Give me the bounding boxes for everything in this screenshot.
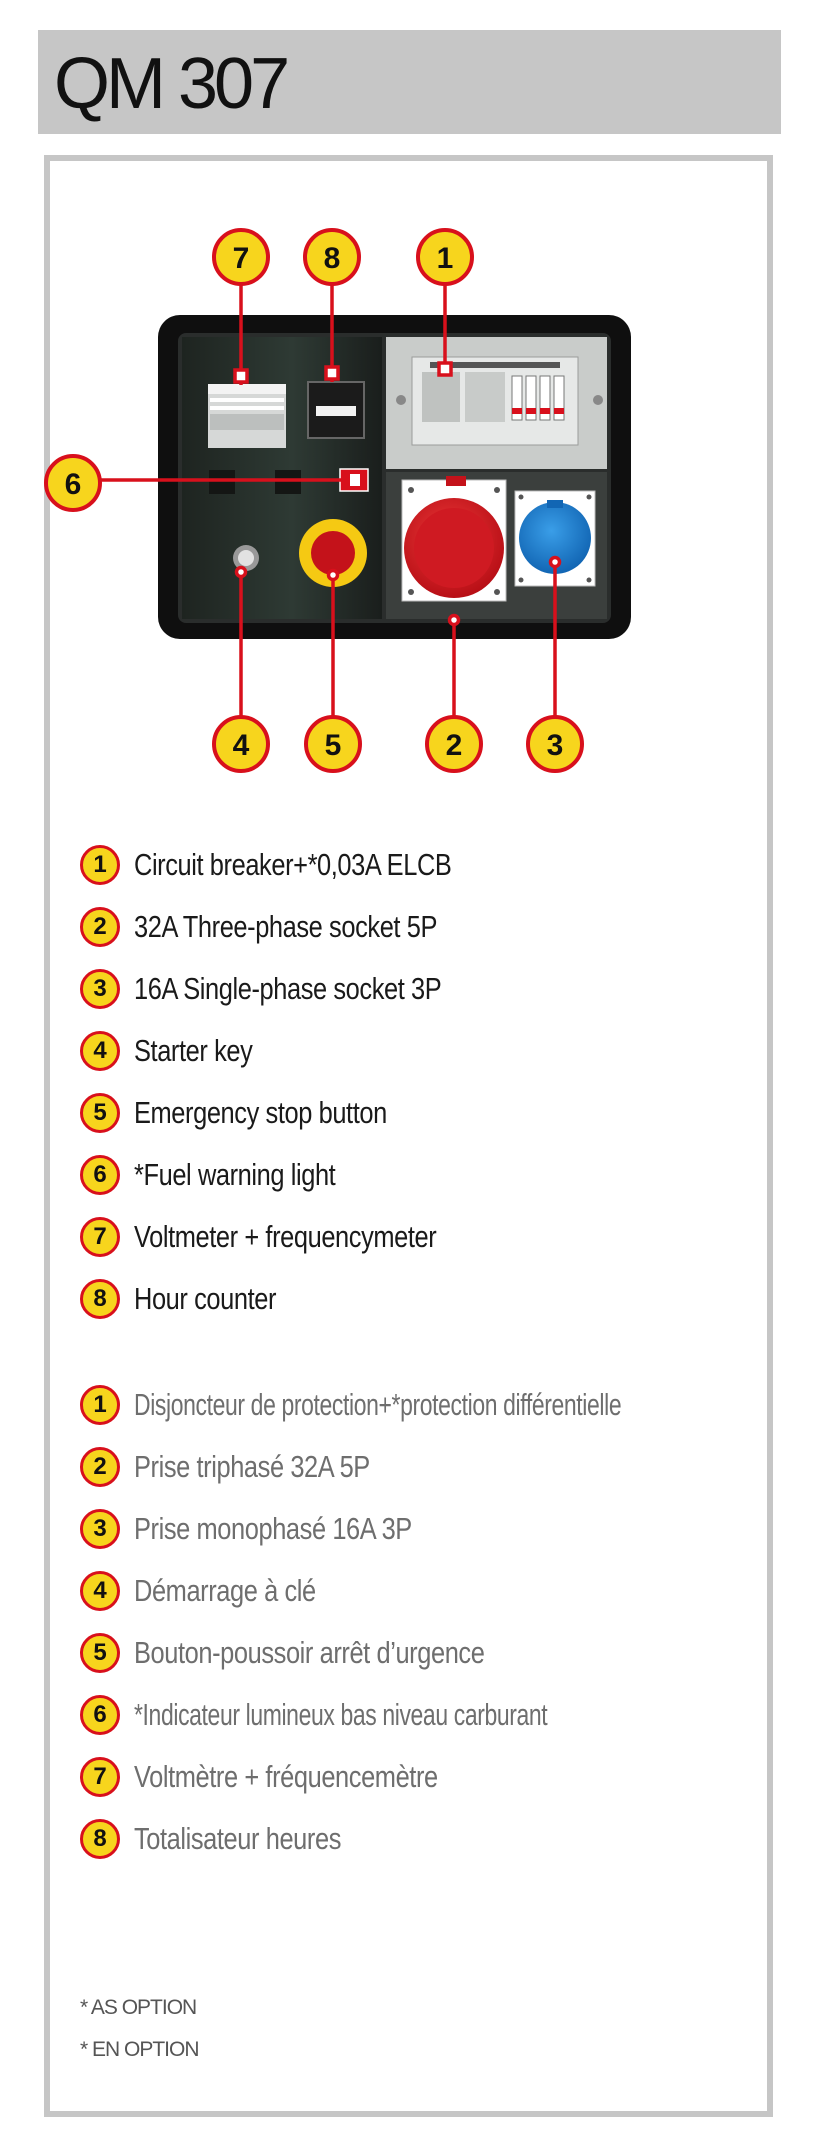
- list-item: [80, 840, 521, 890]
- hour-counter-icon: [308, 382, 364, 438]
- item-label: Totalisateur heures: [134, 1821, 341, 1856]
- starter-key-icon: [233, 545, 259, 571]
- callout-badge-6: [46, 456, 100, 510]
- number-badge: 6: [80, 1155, 120, 1195]
- callout-badge-7: [214, 230, 268, 284]
- circuit-breaker-icon: [396, 357, 603, 445]
- svg-text:3: 3: [546, 729, 564, 762]
- number-badge: 1: [80, 1385, 120, 1425]
- number-badge: 7: [80, 1757, 120, 1797]
- callout-badge-5: [306, 717, 360, 771]
- list-item: [80, 1628, 561, 1678]
- item-label: *Fuel warning light: [134, 1157, 336, 1192]
- svg-text:1: 1: [436, 242, 454, 275]
- svg-text:8: 8: [323, 242, 341, 275]
- svg-text:4: 4: [232, 729, 250, 762]
- item-label: 16A Single-phase socket 3P: [134, 971, 442, 1006]
- number-badge: 5: [80, 1633, 120, 1673]
- item-label: Bouton-poussoir arrêt d’urgence: [134, 1635, 485, 1670]
- number-badge: 2: [80, 907, 120, 947]
- svg-text:5: 5: [324, 729, 342, 762]
- number-badge: 8: [80, 1819, 120, 1859]
- list-item: [80, 1088, 442, 1138]
- item-label: Voltmètre + fréquencemètre: [134, 1759, 438, 1794]
- three-phase-socket-icon: [402, 476, 506, 601]
- item-label: *Indicateur lumineux bas niveau carburant: [134, 1697, 548, 1732]
- list-item: [80, 1690, 693, 1740]
- item-label: Circuit breaker+*0,03A ELCB: [134, 847, 452, 882]
- list-item: [80, 1212, 503, 1262]
- number-badge: 8: [80, 1279, 120, 1319]
- item-label: Disjoncteur de protection+*protection différentielle: [134, 1387, 622, 1422]
- number-badge: 7: [80, 1217, 120, 1257]
- list-item: [80, 1380, 792, 1430]
- callout-badge-1: [418, 230, 472, 284]
- option-note-en: * AS OPTION: [80, 1996, 197, 2019]
- list-item: [80, 964, 509, 1014]
- item-label: Starter key: [134, 1033, 253, 1068]
- number-badge: 5: [80, 1093, 120, 1133]
- item-label: Emergency stop button: [134, 1095, 387, 1130]
- callout-badge-8: [305, 230, 359, 284]
- list-item: [80, 1026, 278, 1076]
- svg-text:7: 7: [232, 242, 250, 275]
- option-note-fr: * EN OPTION: [80, 2038, 199, 2061]
- item-label: 32A Three-phase socket 5P: [134, 909, 438, 944]
- list-item: [80, 902, 504, 952]
- item-label: Prise monophasé 16A 3P: [134, 1511, 412, 1546]
- list-item: [80, 1566, 356, 1616]
- list-item: [80, 1752, 504, 1802]
- voltmeter-frequencymeter-icon: [208, 384, 286, 448]
- item-label: Hour counter: [134, 1281, 277, 1316]
- number-badge: 3: [80, 969, 120, 1009]
- number-badge: 4: [80, 1031, 120, 1071]
- callout-badge-2: [427, 717, 481, 771]
- svg-text:2: 2: [445, 729, 463, 762]
- item-label: Démarrage à clé: [134, 1573, 316, 1608]
- number-badge: 6: [80, 1695, 120, 1735]
- page-title: QM 307: [54, 44, 287, 124]
- item-label: Prise triphasé 32A 5P: [134, 1449, 370, 1484]
- list-item: [80, 1442, 422, 1492]
- svg-text:6: 6: [64, 468, 82, 501]
- callout-badge-3: [528, 717, 582, 771]
- item-label: Voltmeter + frequencymeter: [134, 1219, 437, 1254]
- number-badge: 1: [80, 845, 120, 885]
- list-item: [80, 1274, 307, 1324]
- callout-badge-4: [214, 717, 268, 771]
- control-panel-diagram: [0, 0, 821, 820]
- number-badge: 4: [80, 1571, 120, 1611]
- list-item: [80, 1150, 380, 1200]
- number-badge: 3: [80, 1509, 120, 1549]
- number-badge: 2: [80, 1447, 120, 1487]
- list-item: [80, 1814, 386, 1864]
- list-item: [80, 1504, 473, 1554]
